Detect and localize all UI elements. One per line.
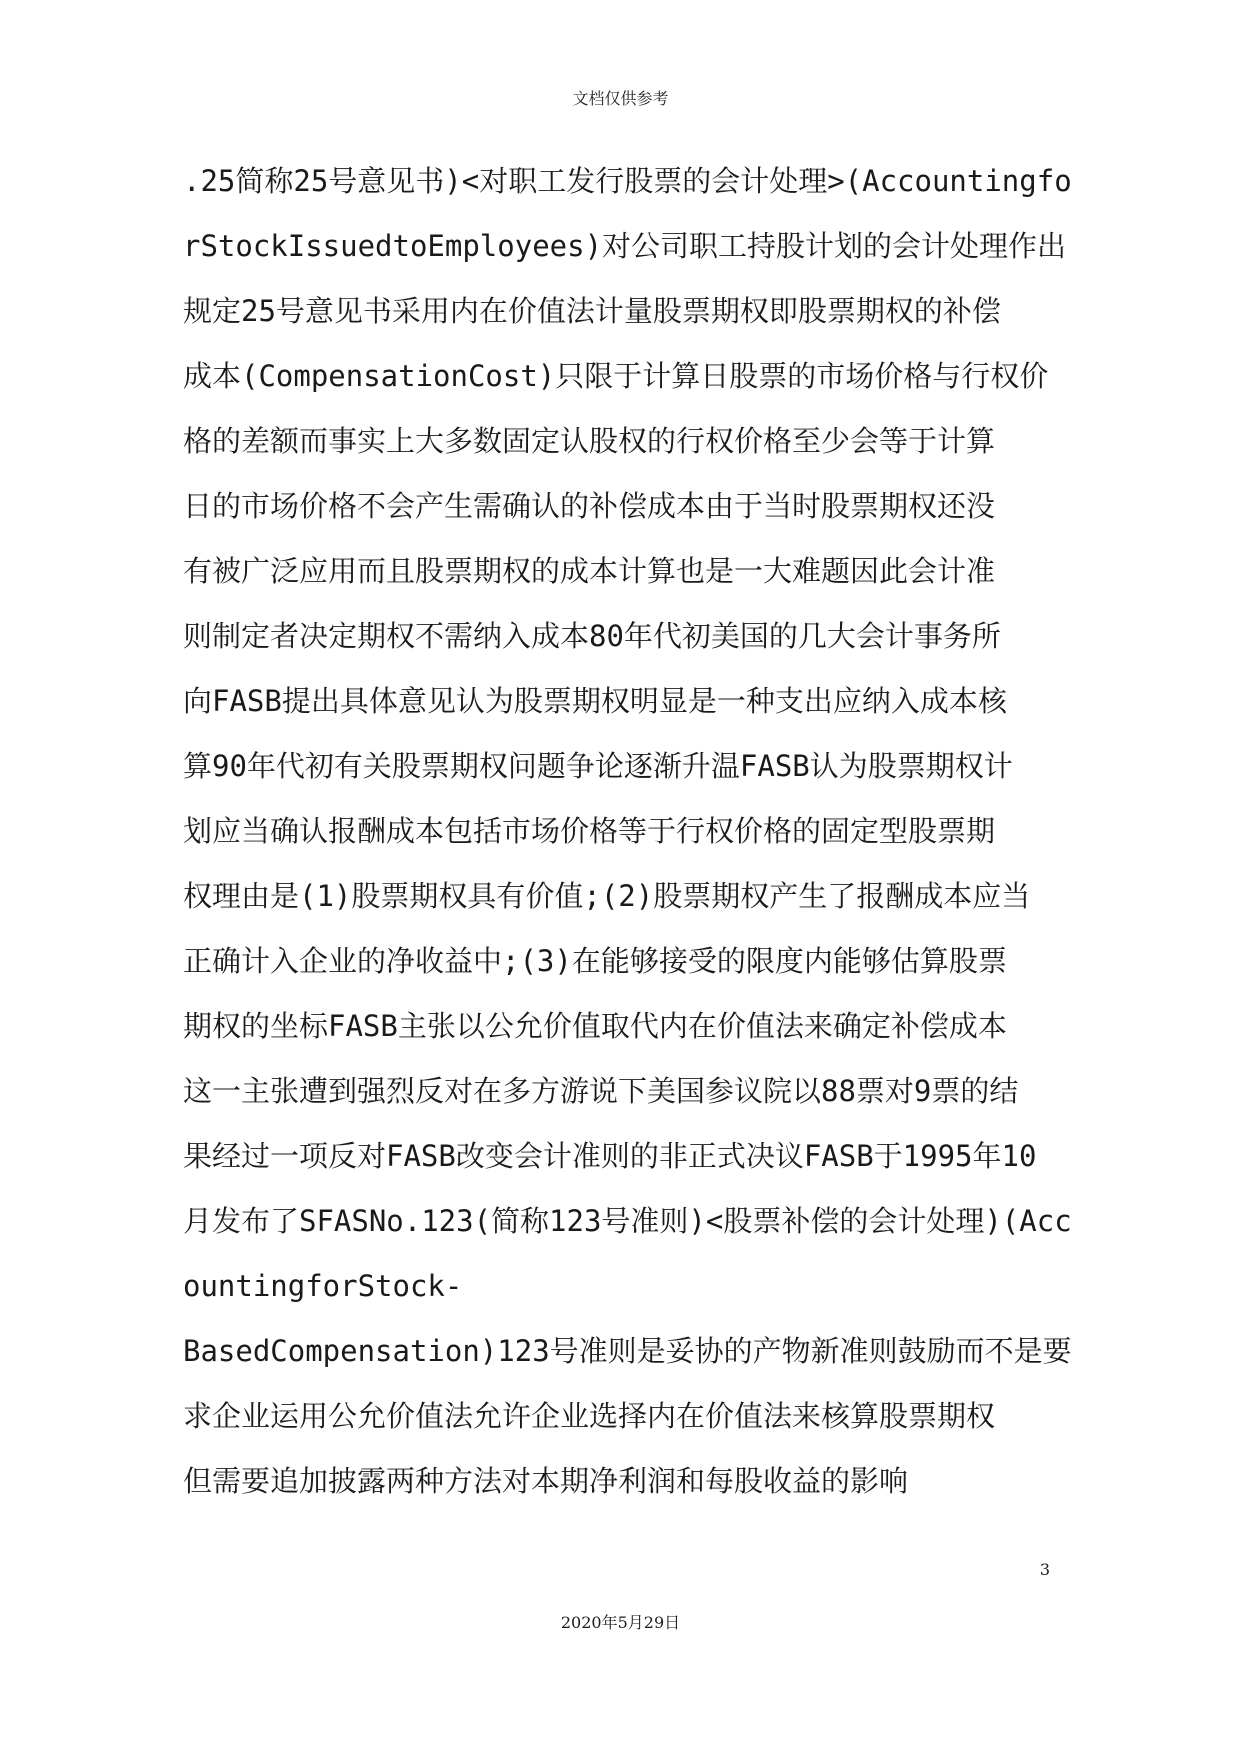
text-line: 划应当确认报酬成本包括市场价格等于行权价格的固定型股票期 [183,814,996,848]
text-line: 但需要追加披露两种方法对本期净利润和每股收益的影响 [183,1464,909,1498]
text-line: BasedCompensation)123号准则是妥协的产物新准则鼓励而不是要 [183,1334,1072,1368]
page-footer-date: 2020年5月29日 [560,1613,681,1632]
text-line: 期权的坐标FASB主张以公允价值取代内在价值法来确定补偿成本 [183,1009,1007,1043]
text-line: 月发布了SFASNo.123(简称123号准则)<股票补偿的会计处理)(Acc [183,1204,1072,1238]
text-line: .25简称25号意见书)<对职工发行股票的会计处理>(Accountingfo [183,164,1072,198]
page-header: 文档仅供参考 [572,89,669,108]
text-line: 日的市场价格不会产生需确认的补偿成本由于当时股票期权还没 [183,489,996,523]
text-line: 算90年代初有关股票期权问题争论逐渐升温FASB认为股票期权计 [183,749,1013,783]
text-line: 有被广泛应用而且股票期权的成本计算也是一大难题因此会计准 [183,554,996,588]
text-line: 权理由是(1)股票期权具有价值;(2)股票期权产生了报酬成本应当 [183,879,1031,913]
text-line: 这一主张遭到强烈反对在多方游说下美国参议院以88票对9票的结 [183,1074,1019,1108]
text-line: 格的差额而事实上大多数固定认股权的行权价格至少会等于计算 [183,424,996,458]
text-line: 果经过一项反对FASB改变会计准则的非正式决议FASB于1995年10 [183,1139,1037,1173]
body-text [183,160,1072,1525]
text-line: 向FASB提出具体意见认为股票期权明显是一种支出应纳入成本核 [183,684,1007,718]
text-line: 正确计入企业的净收益中;(3)在能够接受的限度内能够估算股票 [183,944,1007,978]
text-line: 则制定者决定期权不需纳入成本80年代初美国的几大会计事务所 [183,619,1001,653]
text-line: 成本(CompensationCost)只限于计算日股票的市场价格与行权价 [183,359,1049,393]
text-line: rStockIssuedtoEmployees)对公司职工持股计划的会计处理作出 [183,229,1067,263]
page-number: 3 [1039,1560,1050,1579]
text-line: 规定25号意见书采用内在价值法计量股票期权即股票期权的补偿 [183,294,1001,328]
text-line: ountingforStock- [183,1269,463,1303]
text-line: 求企业运用公允价值法允许企业选择内在价值法来核算股票期权 [183,1399,996,1433]
